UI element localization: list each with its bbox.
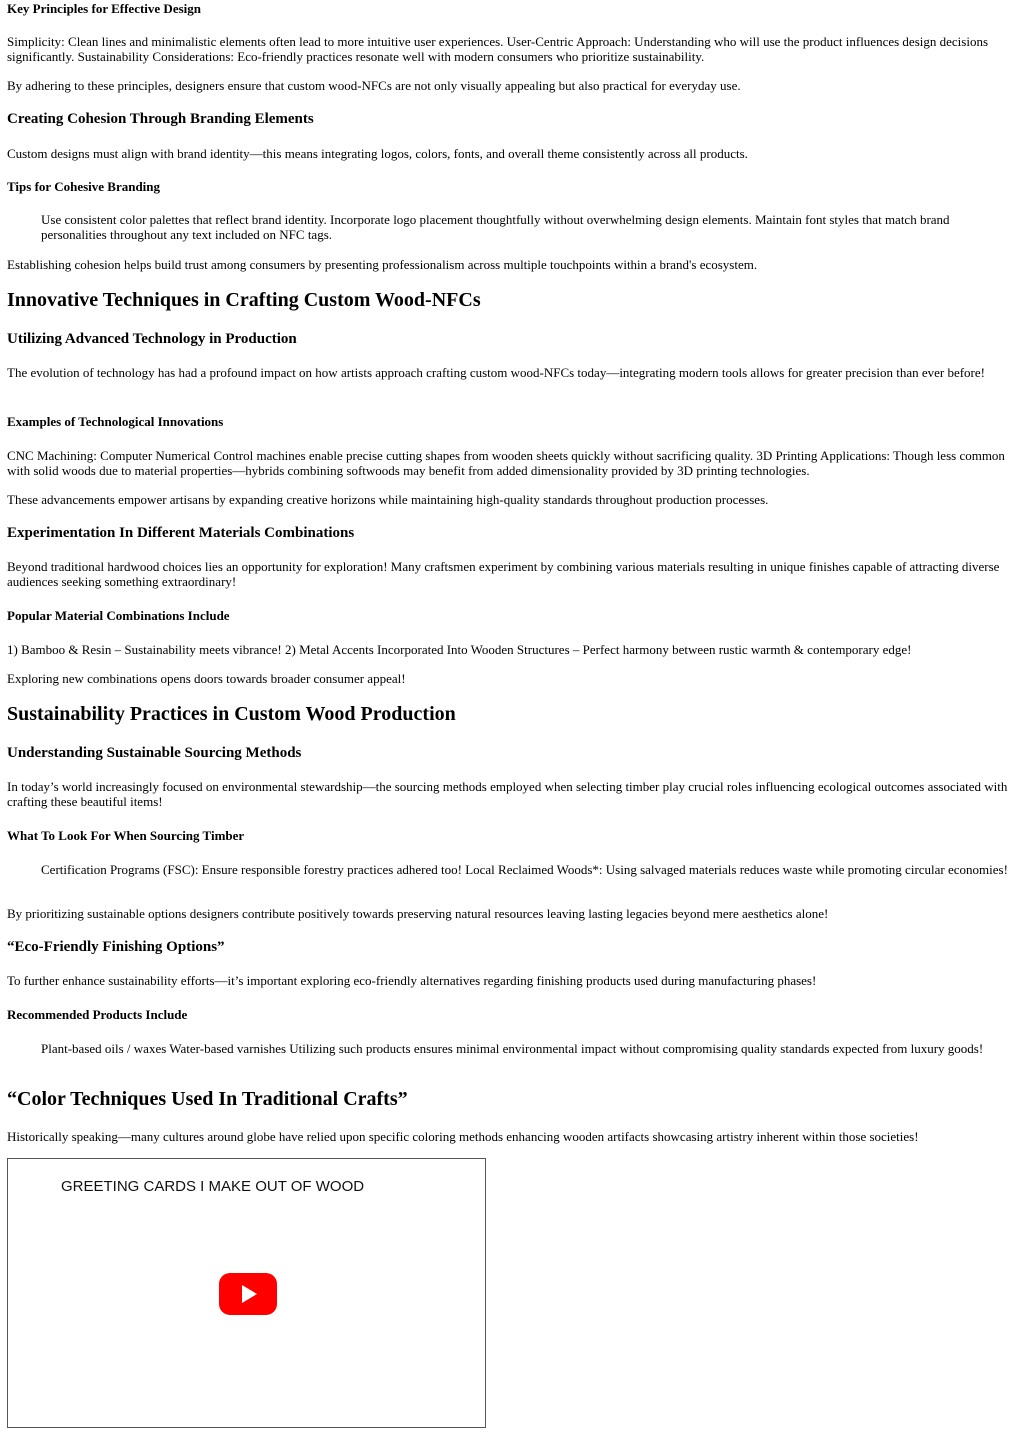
- blockquote-recommended-products: Plant-based oils / waxes Water-based varnishes Utilizing such products ensures minimal environmental impact without compromising quality standards expected from luxury goods!: [41, 1041, 984, 1056]
- heading-cohesion: Creating Cohesion Through Branding Elements: [7, 111, 314, 127]
- heading-tips-branding: Tips for Cohesive Branding: [7, 179, 161, 194]
- youtube-play-icon[interactable]: [219, 1273, 277, 1315]
- heading-advanced-technology: Utilizing Advanced Technology in Production: [7, 331, 297, 347]
- paragraph-combinations-list: 1) Bamboo & Resin – Sustainability meets vibrance! 2) Metal Accents Incorporated Into Wooden Structures – Perfect harmony between rustic warmth & contemporary edge!: [7, 642, 912, 657]
- paragraph-historically: Historically speaking—many cultures around globe have relied upon specific coloring methods enhancing wooden artifacts showcasing artistry inherent within those societies!: [7, 1129, 919, 1144]
- paragraph-establishing-cohesion: Establishing cohesion helps build trust among consumers by presenting professionalism across multiple touchpoints within a brand's ecosystem.: [7, 257, 758, 272]
- heading-sourcing-timber: What To Look For When Sourcing Timber: [7, 828, 245, 843]
- heading-tech-examples: Examples of Technological Innovations: [7, 414, 224, 429]
- heading-sustainability-practices: Sustainability Practices in Custom Wood Production: [7, 703, 456, 725]
- heading-key-principles: Key Principles for Effective Design: [7, 1, 201, 16]
- paragraph-beyond-hardwood: Beyond traditional hardwood choices lies an opportunity for exploration! Many craftsmen experiment by combining various materials resulting in unique finishes capable of attracting diverse audiences seeking something extraordinary!: [7, 559, 1000, 589]
- heading-recommended-products: Recommended Products Include: [7, 1007, 188, 1022]
- paragraph-principles: Simplicity: Clean lines and minimalistic elements often lead to more intuitive user experiences. User-Centric Approach: Understanding who will use the product influences design decisions significantly. Sustainability Considerations: Eco-friendly practices resonate well with modern consumers who prioritize sustainability.: [7, 34, 988, 64]
- blockquote-sourcing-tips: Certification Programs (FSC): Ensure responsible forestry practices adhered too! Local Reclaimed Woods*: Using salvaged materials reduces waste while promoting circular economies!: [41, 862, 1008, 877]
- video-embed[interactable]: [7, 1158, 486, 1428]
- heading-material-experimentation: Experimentation In Different Materials Combinations: [7, 525, 355, 541]
- paragraph-advancements: These advancements empower artisans by expanding creative horizons while maintaining high-quality standards throughout production processes.: [7, 492, 769, 507]
- paragraph-adhering: By adhering to these principles, designers ensure that custom wood-NFCs are not only visually appealing but also practical for everyday use.: [7, 78, 741, 93]
- video-title[interactable]: GREETING CARDS I MAKE OUT OF WOOD: [61, 1178, 365, 1195]
- paragraph-brand-identity: Custom designs must align with brand identity—this means integrating logos, colors, fonts, and overall theme consistently across all products.: [7, 146, 748, 161]
- paragraph-evolution-technology: The evolution of technology has had a profound impact on how artists approach crafting custom wood-NFCs today—integrating modern tools allows for greater precision than ever before!: [7, 365, 985, 380]
- play-button-graphic: [219, 1273, 277, 1315]
- paragraph-prioritizing-sustainable: By prioritizing sustainable options designers contribute positively towards preserving natural resources leaving lasting legacies beyond mere aesthetics alone!: [7, 906, 829, 921]
- heading-material-combinations: Popular Material Combinations Include: [7, 608, 230, 623]
- heading-color-techniques: “Color Techniques Used In Traditional Crafts”: [7, 1088, 408, 1110]
- paragraph-eco-alternatives: To further enhance sustainability efforts—it’s important exploring eco-friendly alternatives regarding finishing products used during manufacturing phases!: [7, 973, 817, 988]
- paragraph-cnc-3d: CNC Machining: Computer Numerical Control machines enable precise cutting shapes from wooden sheets quickly without sacrificing quality. 3D Printing Applications: Though less common with solid woods due to material properties—hybrids combining softwoods may benefit from added dimensionality provided by 3D printing technologies.: [7, 448, 1005, 478]
- heading-eco-finishing: “Eco-Friendly Finishing Options”: [7, 939, 225, 955]
- heading-innovative-techniques: Innovative Techniques in Crafting Custom Wood-NFCs: [7, 289, 481, 311]
- blockquote-branding-tips: Use consistent color palettes that reflect brand identity. Incorporate logo placement thoughtfully without overwhelming design elements. Maintain font styles that match brand personalities throughout any text included on NFC tags.: [41, 212, 950, 242]
- heading-sustainable-sourcing: Understanding Sustainable Sourcing Methods: [7, 745, 302, 761]
- paragraph-environmental-stewardship: In today’s world increasingly focused on environmental stewardship—the sourcing methods employed when selecting timber play crucial roles influencing ecological outcomes associated with crafting these beautiful items!: [7, 779, 1008, 809]
- paragraph-exploring: Exploring new combinations opens doors towards broader consumer appeal!: [7, 671, 406, 686]
